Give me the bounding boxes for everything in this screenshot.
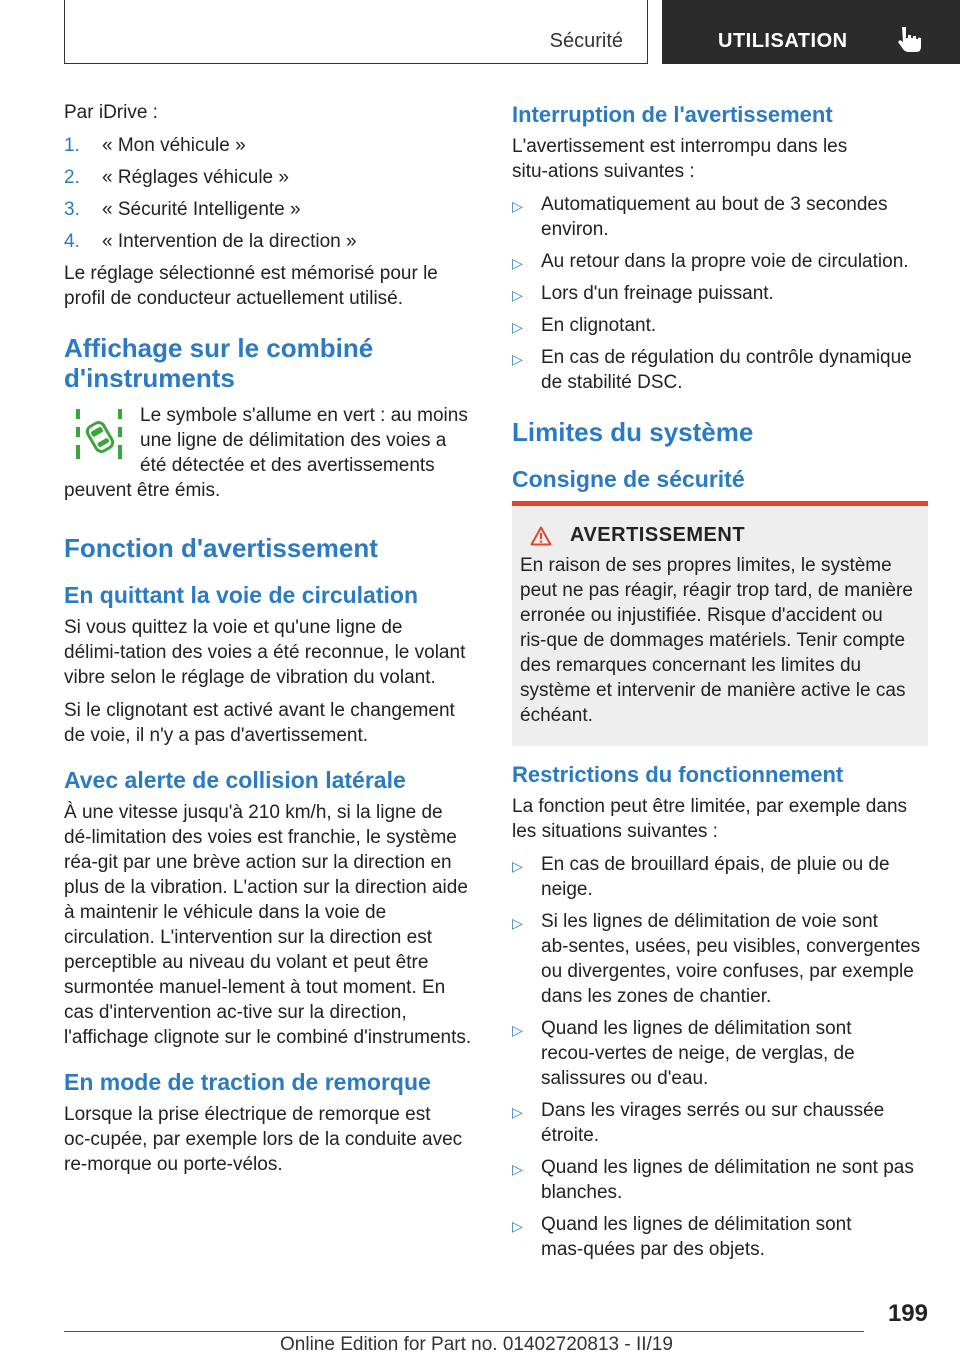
header-section-box bbox=[64, 0, 648, 64]
list-item bbox=[512, 1155, 928, 1205]
warning-box bbox=[512, 501, 928, 746]
list-item bbox=[512, 1016, 928, 1091]
leaving-text-1: Si vous quittez la voie et qu'une ligne de délimi‑tation des voies a été reconnue, le volant vibre selon le réglage de vibration du volant. bbox=[64, 617, 466, 688]
list-item bbox=[512, 249, 928, 274]
list-item-text: Quand les lignes de délimitation sont recou‑vertes de neige, de verglas, de salissures ou d'eau. bbox=[541, 1018, 855, 1089]
collision-text: À une vitesse jusqu'à 210 km/h, si la ligne de dé‑limitation des voies est franchie, le système réa‑git par une brève action sur la direction en plus de la vibration. L'action sur la direction aide à maintenir le véhicule dans la voie de circulation. L'intervention sur la direction est perceptible au niveau du volant et peut être surmontée manuel‑lement à tout moment. En cas d'intervention ac‑tive sur la direction, l'affichage clignote sur le combiné d'instruments. bbox=[64, 802, 472, 1048]
bullet-triangle-icon: ▷ bbox=[512, 915, 523, 931]
symbol-text: Le symbole s'allume en vert : au moins une ligne de délimitation des voies a été détectée et des avertissements peuvent être émis. bbox=[64, 405, 468, 501]
list-item-text: Au retour dans la propre voie de circulation. bbox=[541, 251, 909, 272]
restrictions-intro: La fonction peut être limitée, par exemple dans les situations suivantes : bbox=[512, 796, 908, 842]
list-item-text: Automatiquement au bout de 3 secondes environ. bbox=[541, 194, 888, 240]
heading-trailer-mode: En mode de traction de remorque bbox=[64, 1069, 431, 1095]
header-chapter-box bbox=[662, 0, 960, 64]
hand-pointer-icon bbox=[895, 24, 925, 54]
warning-text: En raison de ses propres limites, le système peut ne pas réagir, réagir trop tard, de manière erronée ou injustifiée. Risque d'accident ou ris‑que de dommages matériels. Tenir compte des remarques concernant les limites du système et intervenir de manière active le cas échéant. bbox=[520, 555, 913, 726]
list-item-text: En cas de régulation du contrôle dynamique de stabilité DSC. bbox=[541, 347, 912, 393]
right-column bbox=[512, 100, 928, 1269]
heading-side-collision: Avec alerte de collision latérale bbox=[64, 767, 406, 793]
list-item bbox=[512, 852, 928, 902]
list-item-text: Quand les lignes de délimitation ne sont pas blanches. bbox=[541, 1157, 914, 1203]
heading-display: Affichage sur le combiné d'instruments bbox=[64, 333, 374, 393]
bullet-triangle-icon: ▷ bbox=[512, 351, 523, 367]
step-text: « Intervention de la direction » bbox=[102, 231, 357, 252]
step-item bbox=[64, 165, 476, 190]
list-item bbox=[512, 1212, 928, 1262]
heading-system-limits: Limites du système bbox=[512, 417, 754, 447]
step-text: « Mon véhicule » bbox=[102, 135, 246, 156]
bullet-triangle-icon: ▷ bbox=[512, 1104, 523, 1120]
list-item-text: Si les lignes de délimitation de voie sont ab‑sentes, usées, peu visibles, convergentes ou divergentes, voire confuses, par exemple dans les zones de chantier. bbox=[541, 911, 921, 1007]
restrictions-list bbox=[512, 852, 928, 1262]
heading-interruption: Interruption de l'avertissement bbox=[512, 102, 833, 127]
header-chapter-title: UTILISATION bbox=[718, 30, 848, 52]
list-item bbox=[512, 313, 928, 338]
step-text: « Réglages véhicule » bbox=[102, 167, 289, 188]
warning-title: AVERTISSEMENT bbox=[570, 524, 746, 546]
list-item-text: Quand les lignes de délimitation sont mas‑quées par des objets. bbox=[541, 1214, 852, 1260]
heading-restrictions: Restrictions du fonctionnement bbox=[512, 762, 844, 787]
step-item bbox=[64, 229, 476, 254]
idrive-intro: Par iDrive : bbox=[64, 102, 158, 123]
bullet-triangle-icon: ▷ bbox=[512, 1022, 523, 1038]
bullet-triangle-icon: ▷ bbox=[512, 1161, 523, 1177]
step-number: 4. bbox=[64, 231, 80, 252]
page-number: 199 bbox=[887, 1300, 928, 1327]
footer-edition: Online Edition for Part no. 01402720813 - II/19 bbox=[280, 1334, 673, 1355]
step-item bbox=[64, 197, 476, 222]
list-item bbox=[512, 1098, 928, 1148]
lane-departure-icon bbox=[74, 403, 126, 465]
leaving-text-2: Si le clignotant est activé avant le changement de voie, il n'y a pas d'avertissement. bbox=[64, 700, 455, 746]
interruption-list bbox=[512, 192, 928, 395]
bullet-triangle-icon: ▷ bbox=[512, 1218, 523, 1234]
step-number: 2. bbox=[64, 167, 80, 188]
step-item bbox=[64, 133, 476, 158]
list-item bbox=[512, 281, 928, 306]
list-item-text: En cas de brouillard épais, de pluie ou de neige. bbox=[541, 854, 890, 900]
heading-leaving-lane: En quittant la voie de circulation bbox=[64, 582, 418, 608]
footer-divider bbox=[64, 1331, 864, 1332]
bullet-triangle-icon: ▷ bbox=[512, 319, 523, 335]
idrive-steps bbox=[64, 133, 476, 254]
interruption-intro: L'avertissement est interrompu dans les situ‑ations suivantes : bbox=[512, 136, 848, 182]
trailer-text: Lorsque la prise électrique de remorque est oc‑cupée, par exemple lors de la conduite avec re‑morque ou porte-vélos. bbox=[64, 1104, 463, 1175]
warning-triangle-icon bbox=[530, 526, 552, 546]
list-item bbox=[512, 192, 928, 242]
bullet-triangle-icon: ▷ bbox=[512, 287, 523, 303]
list-item-text: Dans les virages serrés ou sur chaussée étroite. bbox=[541, 1100, 885, 1146]
bullet-triangle-icon: ▷ bbox=[512, 858, 523, 874]
symbol-block bbox=[64, 403, 476, 511]
step-number: 3. bbox=[64, 199, 80, 220]
header-section-title: Sécurité bbox=[549, 30, 623, 52]
bullet-triangle-icon: ▷ bbox=[512, 255, 523, 271]
setting-saved-text: Le réglage sélectionné est mémorisé pour le profil de conducteur actuellement utilisé. bbox=[64, 263, 438, 309]
heading-safety-note: Consigne de sécurité bbox=[512, 466, 745, 492]
list-item bbox=[512, 345, 928, 395]
bullet-triangle-icon: ▷ bbox=[512, 198, 523, 214]
step-text: « Sécurité Intelligente » bbox=[102, 199, 301, 220]
list-item bbox=[512, 909, 928, 1009]
heading-function: Fonction d'avertissement bbox=[64, 533, 378, 563]
step-number: 1. bbox=[64, 135, 80, 156]
warning-header bbox=[520, 524, 920, 547]
left-column bbox=[64, 100, 476, 1185]
list-item-text: Lors d'un freinage puissant. bbox=[541, 283, 774, 304]
list-item-text: En clignotant. bbox=[541, 315, 657, 336]
